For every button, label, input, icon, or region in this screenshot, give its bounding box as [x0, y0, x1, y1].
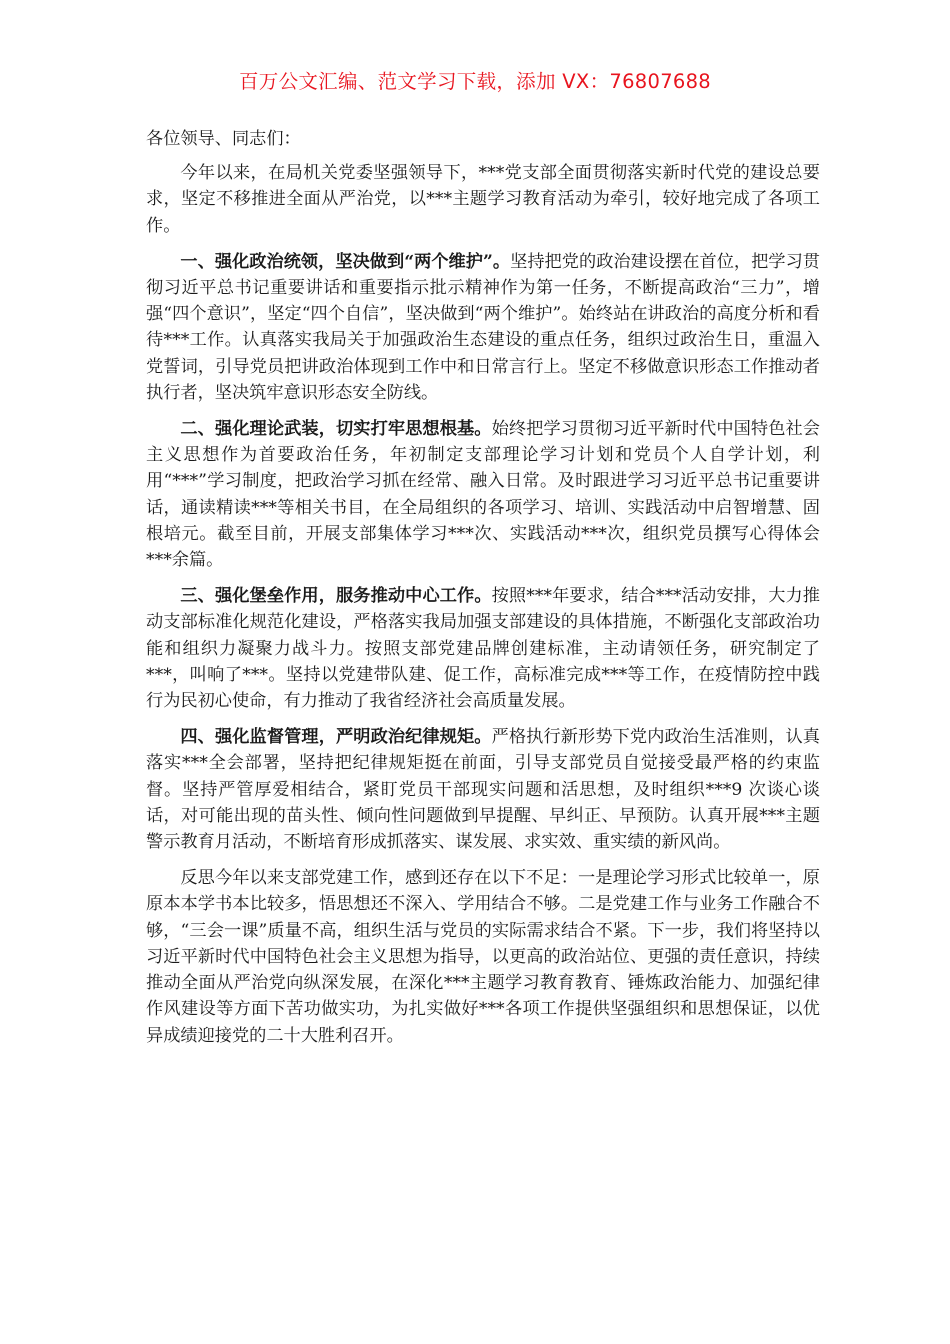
section-heading: 一、强化政治统领，坚决做到“两个维护”。 — [180, 251, 511, 272]
paragraph-text: 坚持把党的政治建设摆在首位，把学习贯彻习近平总书记重要讲话和重要指示批示精神作为第一任务，不断提高政治“三力”，增强“四个意识”，坚定“四个自信”，坚决做到“两个维护”。始终站在讲政治的高度分析和看待***工作。认真落实我局关于加强政治生态建设的重点任务，组织过政治生日，重温入党誓词，引导党员把讲政治体现到工作中和日常言行上。坚定不移做意识形态工作推动者执行者，坚决筑牢意识形态安全防线。 — [146, 251, 820, 403]
paragraph-section-1 — [146, 249, 820, 406]
paragraph-conclusion — [146, 865, 820, 1048]
section-heading: 二、强化理论武装，切实打牢思想根基。 — [180, 419, 492, 440]
paragraph-text: 按照***年要求，结合***活动安排，大力推动支部标准化规范化建设，严格落实我局加强支部建设的具体措施，不断强化支部政治功能和组织力凝聚力战斗力。按照支部党建品牌创建标准，主动请领任务，研究制定了***，叫响了***。坚持以党建带队建、促工作，高标准完成***等工作，在疫情防控中践行为民初心使命，有力推动了我省经济社会高质量发展。 — [146, 586, 820, 712]
section-heading: 四、强化监督管理，严明政治纪律规矩。 — [180, 727, 492, 748]
document-body — [146, 126, 820, 1059]
paragraph-section-4 — [146, 724, 820, 855]
paragraph-section-2 — [146, 416, 820, 573]
paragraph-section-3 — [146, 583, 820, 714]
paragraph-text: 严格执行新形势下党内政治生活准则，认真落实***全会部署，坚持把纪律规矩挺在前面，引导支部党员自觉接受最严格的约束监督。坚持严管厚爱相结合，紧盯党员干部现实问题和活思想，及时组织***9 次谈心谈话，对可能出现的苗头性、倾向性问题做到早提醒、早纠正、早预防。认真开展***主题警示教育月活动，不断培育形成抓落实、谋发展、求实效、重实绩的新风尚。 — [146, 727, 820, 853]
paragraph-text: 始终把学习贯彻习近平新时代中国特色社会主义思想作为首要政治任务，年初制定支部理论学习计划和党员个人自学计划，利用“***”学习制度，把政治学习抓在经常、融入日常。及时跟进学习习近平总书记重要讲话，通读精读***等相关书目，在全局组织的各项学习、培训、实践活动中启智增慧、固根培元。截至目前，开展支部集体学习***次、实践活动***次，组织党员撰写心得体会***余篇。 — [146, 419, 820, 571]
salutation: 各位领导、同志们： — [146, 129, 301, 149]
header-watermark: 百万公文汇编、范文学习下载，添加 VX：76807688 — [238, 70, 712, 93]
paragraph-text: 反思今年以来支部党建工作，感到还存在以下不足：一是理论学习形式比较单一，原原本本学书本比较多，悟思想还不深入、学用结合不够。二是党建工作与业务工作融合不够，“三会一课”质量不高，组织生活与党员的实际需求结合不紧。下一步，我们将坚持以习近平新时代中国特色社会主义思想为指导，以更高的政治站位、更强的责任意识，持续推动全面从严治党向纵深发展，在深化***主题学习教育教育、锤炼政治能力、加强纪律作风建设等方面下苦功做实功，为扎实做好***各项工作提供坚强组织和思想保证，以优异成绩迎接党的二十大胜利召开。 — [146, 868, 820, 1046]
paragraph-text: 今年以来，在局机关党委坚强领导下，***党支部全面贯彻落实新时代党的建设总要求，坚定不移推进全面从严治党，以***主题学习教育活动为牵引，较好地完成了各项工作。 — [146, 163, 820, 236]
section-heading: 三、强化堡垒作用，服务推动中心工作。 — [180, 586, 492, 607]
paragraph-intro — [146, 160, 820, 239]
